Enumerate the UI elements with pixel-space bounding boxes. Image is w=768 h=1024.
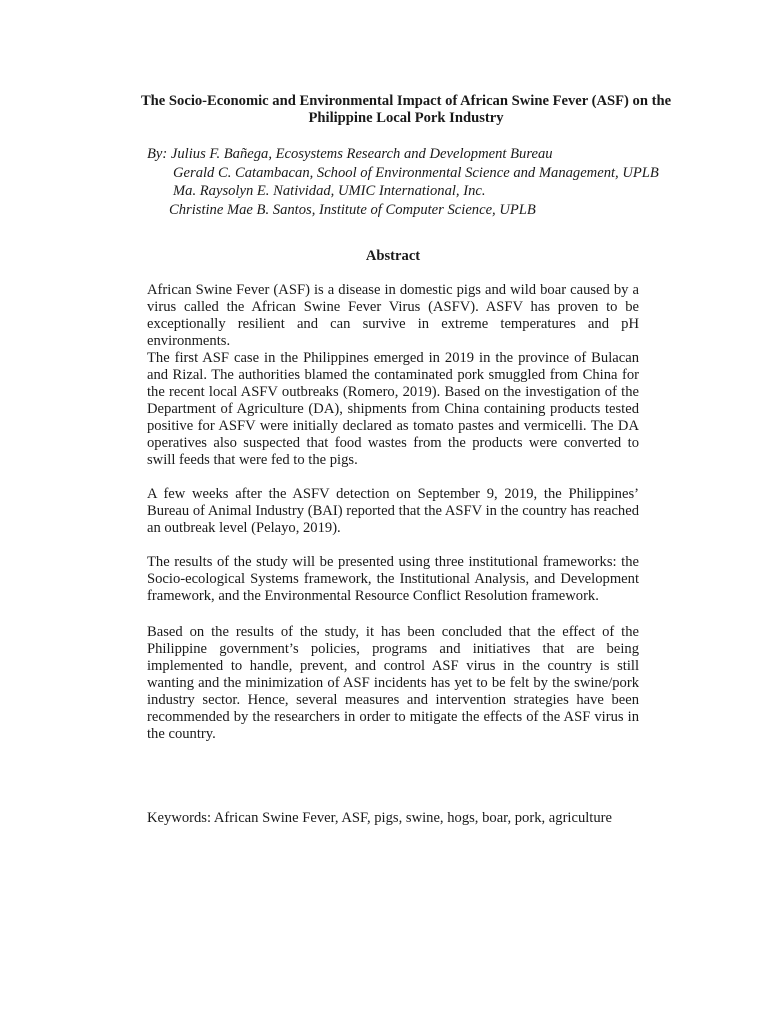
paper-title-line: Philippine Local Pork Industry <box>308 110 504 126</box>
abstract-heading: Abstract <box>365 248 421 264</box>
paper-title-line: The Socio-Economic and Environmental Impact of African Swine Fever (ASF) on the <box>140 93 672 109</box>
abstract-paragraph: African Swine Fever (ASF) is a disease in domestic pigs and wild boar caused by a virus called the African Swine Fever Virus (ASFV). ASFV has proven to be exceptionally resilient and can survive in extreme temperatures and pH environments. <box>147 282 639 349</box>
author-line: Ma. Raysolyn E. Natividad, UMIC International, Inc. <box>173 183 486 199</box>
author-list <box>147 145 707 219</box>
author-line: Gerald C. Catambacan, School of Environmental Science and Management, UPLB <box>173 164 659 181</box>
abstract-paragraph: The results of the study will be presented using three institutional frameworks: the Socio-ecological Systems framework, the Institutional Analysis, and Development framework, and the Environmental Resource Conflict Resolution framework. <box>147 554 639 604</box>
abstract-paragraph: Based on the results of the study, it has been concluded that the effect of the Philippine government’s policies, programs and initiatives that are being implemented to handle, prevent, and control ASF virus in the country is still wanting and the minimization of ASF incidents has yet to be felt by the swine/pork industry sector. Hence, several measures and intervention strategies have been recommended by the researchers in order to mitigate the effects of the ASF virus in the country. <box>147 624 639 742</box>
author-line: Christine Mae B. Santos, Institute of Computer Science, UPLB <box>169 201 536 218</box>
keywords-line: Keywords: African Swine Fever, ASF, pigs, swine, hogs, boar, pork, agriculture <box>147 810 612 826</box>
abstract-paragraph: The first ASF case in the Philippines emerged in 2019 in the province of Bulacan and Rizal. The authorities blamed the contaminated pork smuggled from China for the recent local ASFV outbreaks (Romero, 2019). Based on the investigation of the Department of Agriculture (DA), shipments from China containing products tested positive for ASFV were initially declared as tomato pastes and vermicelli. The DA operatives also suspected that food wastes from the products were converted to swill feeds that were fed to the pigs. <box>147 350 639 468</box>
author-line: By: Julius F. Bañega, Ecosystems Research and Development Bureau <box>147 146 553 162</box>
paper-title <box>100 93 712 127</box>
abstract-paragraph: A few weeks after the ASFV detection on September 9, 2019, the Philippines’ Bureau of Animal Industry (BAI) reported that the ASFV in the country has reached an outbreak level (Pelayo, 2019). <box>147 486 639 536</box>
